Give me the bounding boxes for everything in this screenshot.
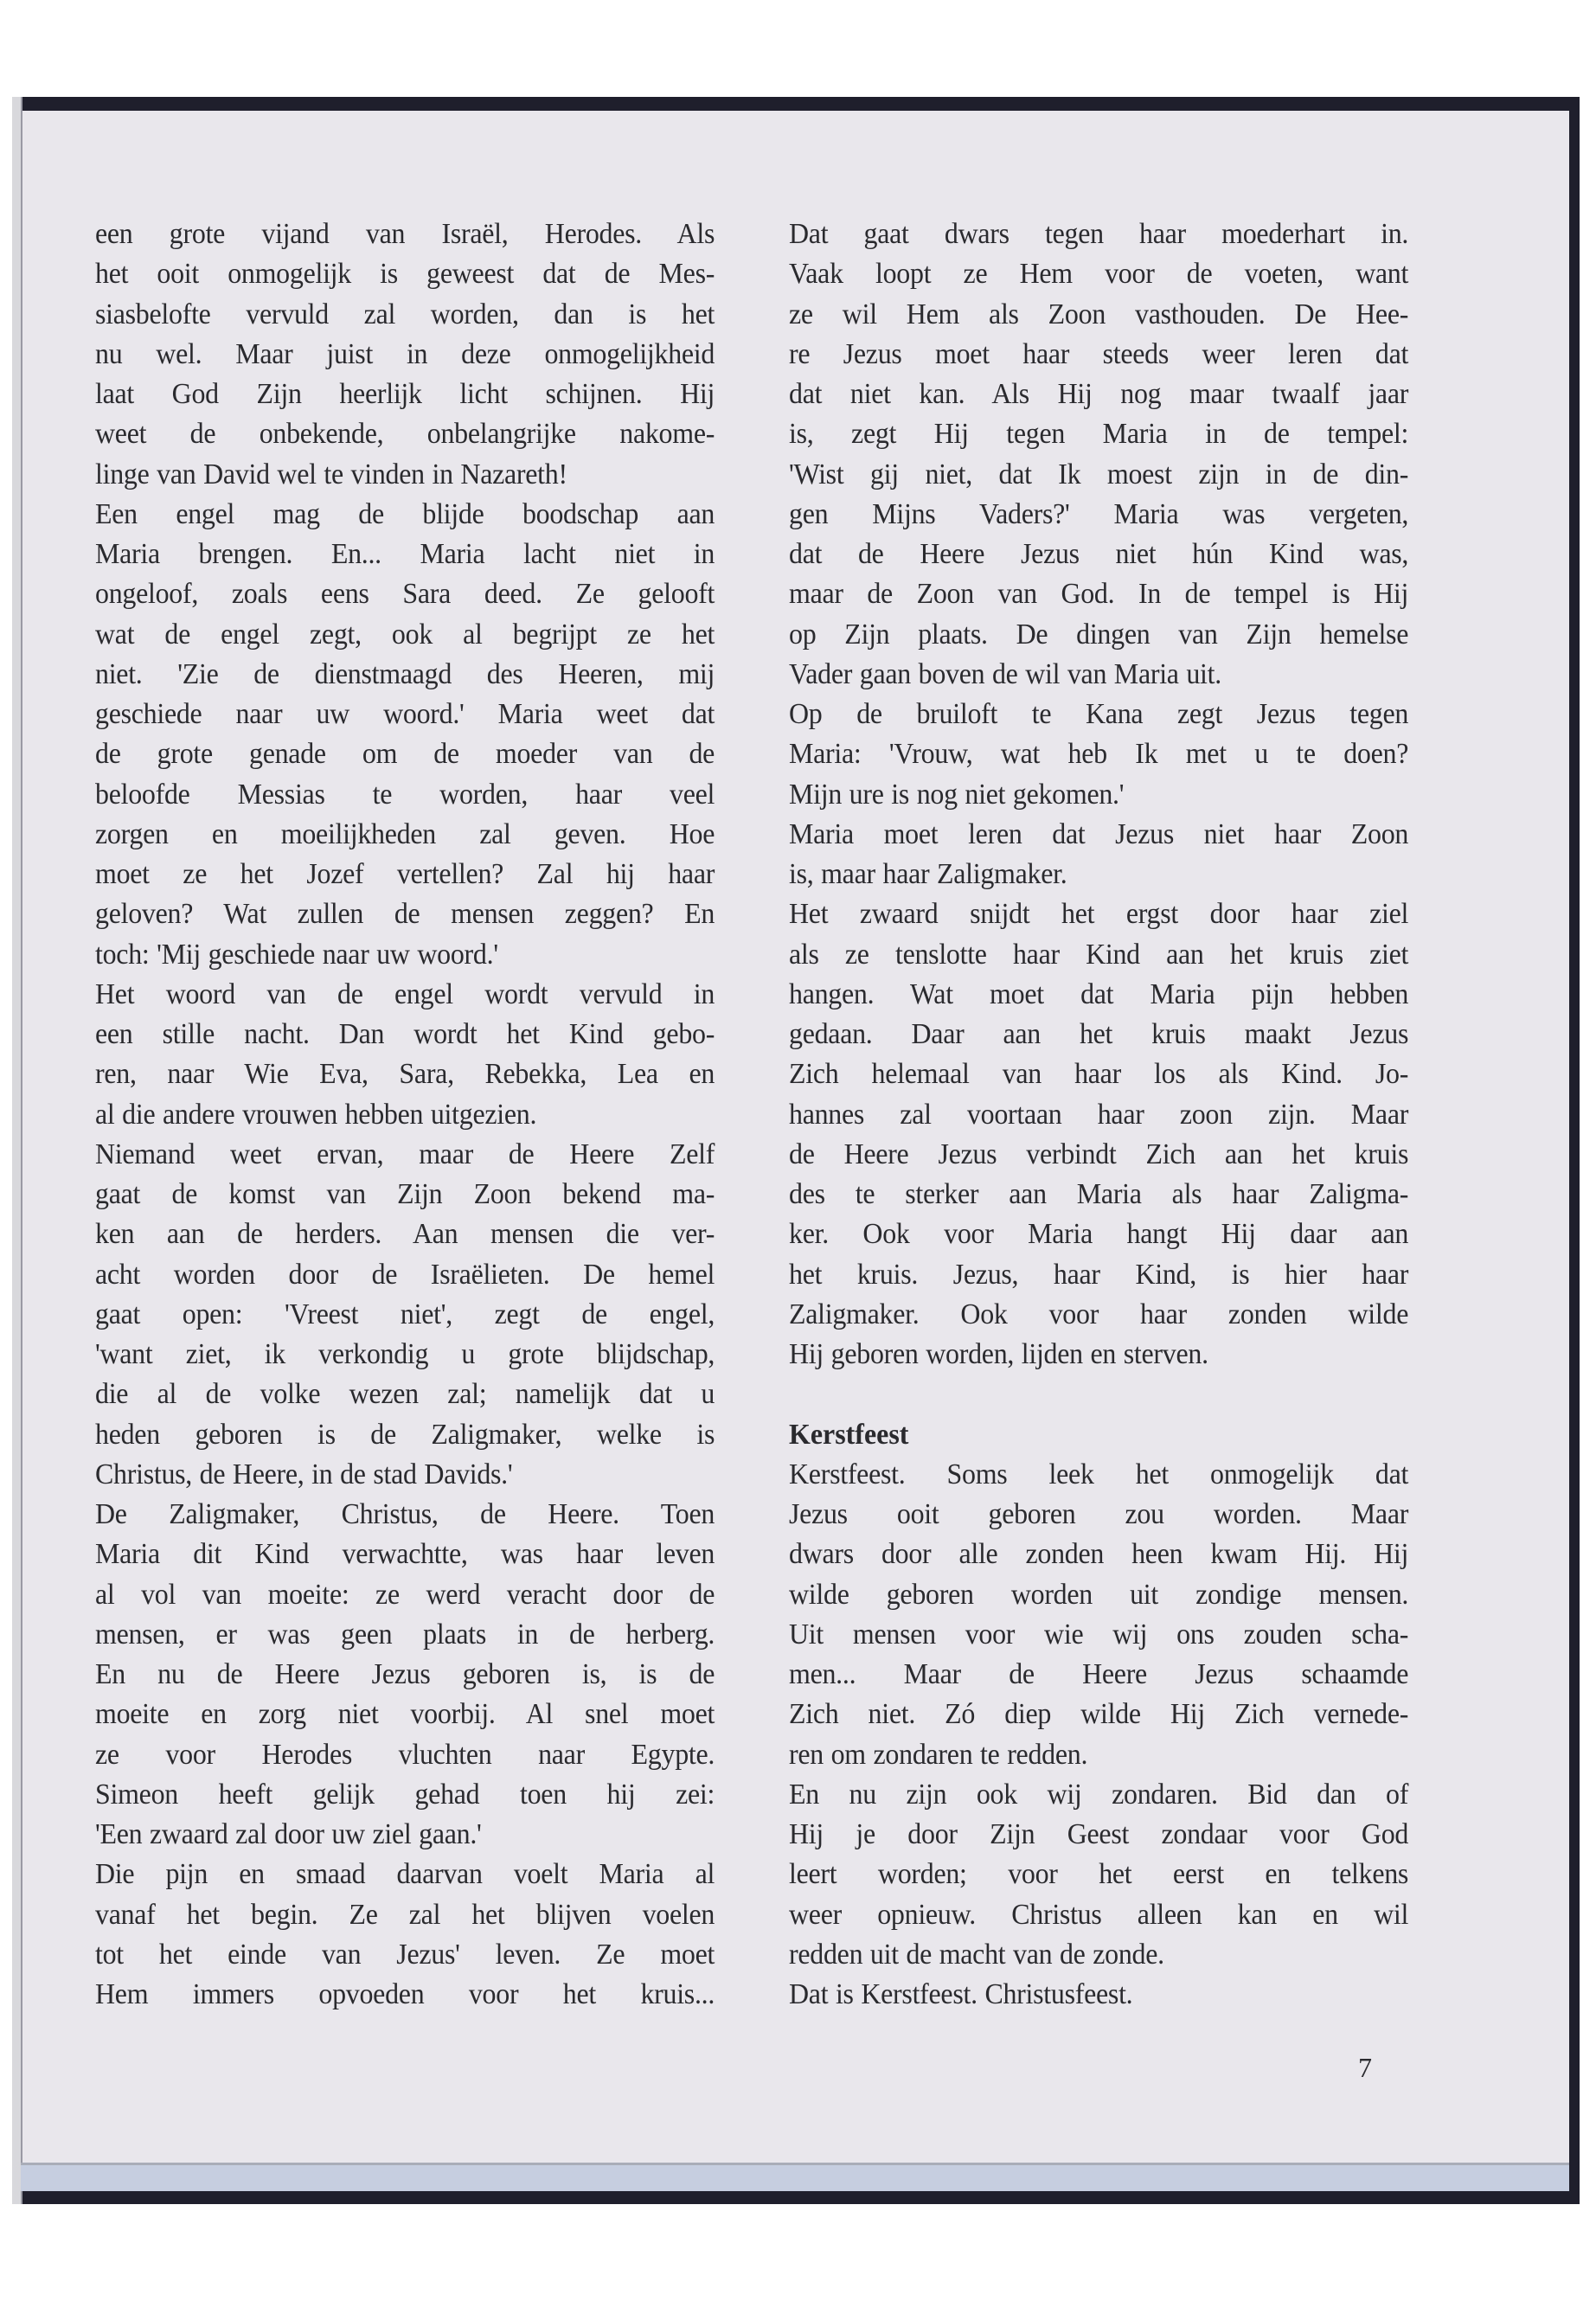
text-line: Dat gaat dwars tegen haar moederhart in. [789, 218, 1409, 250]
page-left-edge [12, 97, 22, 2204]
page-bottom-edge [21, 2163, 1569, 2191]
text-line: ze voor Herodes vluchten naar Egypte. [95, 1738, 715, 1771]
text-line: het kruis. Jezus, haar Kind, is hier haar [789, 1258, 1409, 1291]
text-line: Hij geboren worden, lijden en sterven. [789, 1338, 1208, 1370]
text-line: gedaan. Daar aan het kruis maakt Jezus [789, 1018, 1409, 1050]
text-line: wilde geboren worden uit zondige mensen. [789, 1578, 1409, 1611]
text-line: is, maar haar Zaligmaker. [789, 858, 1067, 890]
text-line: Zich niet. Zó diep wilde Hij Zich vernede- [789, 1698, 1409, 1731]
text-line: maar de Zoon van God. In de tempel is Hij [789, 578, 1409, 611]
text-line: een stille nacht. Dan wordt het Kind gebo- [95, 1018, 715, 1050]
text-line: geschiede naar uw woord.' Maria weet dat [95, 698, 715, 730]
text-line: 'Een zwaard zal door uw ziel gaan.' [95, 1818, 482, 1850]
text-line: gaat de komst van Zijn Zoon bekend ma- [95, 1178, 715, 1210]
paragraph [95, 215, 715, 495]
text-line: Jezus ooit geboren zou worden. Maar [789, 1498, 1409, 1530]
text-line: Die pijn en smaad daarvan voelt Maria al [95, 1858, 715, 1891]
paragraph [95, 975, 715, 1135]
paragraph [95, 1855, 715, 2015]
paragraph [789, 1775, 1408, 1975]
text-line: ze wil Hem als Zoon vasthouden. De Hee- [789, 298, 1409, 330]
paragraph [789, 215, 1408, 695]
text-line: niet. 'Zie de dienstmaagd des Heeren, mij [95, 657, 715, 690]
text-line: redden uit de macht van de zonde. [789, 1938, 1164, 1971]
text-line: Vader gaan boven de wil van Maria uit. [789, 657, 1221, 690]
text-line: hannes zal voortaan haar zoon zijn. Maar [789, 1098, 1409, 1131]
text-line: Dat is Kerstfeest. Christusfeest. [789, 1978, 1133, 2010]
text-line: ongeloof, zoals eens Sara deed. Ze gelooft [95, 578, 715, 611]
text-line: Maria brengen. En... Maria lacht niet in [95, 538, 715, 570]
text-line: ken aan de herders. Aan mensen die ver- [95, 1218, 715, 1251]
text-line: tot het einde van Jezus' leven. Ze moet [95, 1938, 715, 1971]
text-line: dat de Heere Jezus niet hún Kind was, [789, 538, 1409, 570]
text-line: vanaf het begin. Ze zal het blijven voelen [95, 1898, 715, 1931]
text-line: weet de onbekende, onbelangrijke nakome- [95, 418, 715, 451]
text-line: nu wel. Maar juist in deze onmogelijkheid [95, 337, 715, 370]
text-line: de Heere Jezus verbindt Zich aan het kruis [789, 1138, 1409, 1170]
text-line: Mijn ure is nog niet gekomen.' [789, 778, 1125, 811]
text-line: leert worden; voor het eerst en telkens [789, 1858, 1409, 1891]
text-line: al vol van moeite: ze werd veracht door de [95, 1578, 715, 1611]
text-line: die al de volke wezen zal; namelijk dat u [95, 1378, 715, 1411]
text-line: Maria: 'Vrouw, wat heb Ik met u te doen? [789, 738, 1409, 771]
section-heading-kerstfeest: Kerstfeest [789, 1418, 909, 1451]
paragraph [95, 495, 715, 975]
text-line: weer opnieuw. Christus alleen kan en wil [789, 1898, 1409, 1931]
text-line: Maria moet leren dat Jezus niet haar Zoon [789, 817, 1409, 850]
text-line: beloofde Messias te worden, haar veel [95, 778, 715, 811]
text-line: mensen, er was geen plaats in de herberg. [95, 1618, 715, 1650]
paragraph [789, 894, 1408, 1375]
text-line: geloven? Wat zullen de mensen zeggen? En [95, 898, 715, 931]
text-line: ren, naar Wie Eva, Sara, Rebekka, Lea en [95, 1058, 715, 1091]
text-line: Maria dit Kind verwachtte, was haar leven [95, 1538, 715, 1571]
text-line: Hij je door Zijn Geest zondaar voor God [789, 1818, 1409, 1850]
text-line: Het woord van de engel wordt vervuld in [95, 977, 715, 1010]
text-line: toch: 'Mij geschiede naar uw woord.' [95, 938, 498, 971]
text-line: het ooit onmogelijk is geweest dat de Mes- [95, 258, 715, 291]
text-line: siasbelofte vervuld zal worden, dan is het [95, 298, 715, 330]
text-line: 'want ziet, ik verkondig u grote blijdschap, [95, 1338, 715, 1370]
text-line: als ze tenslotte haar Kind aan het kruis ziet [789, 938, 1409, 971]
paragraph [789, 1455, 1408, 1775]
page-number: 7 [1358, 2052, 1372, 2083]
text-line: De Zaligmaker, Christus, de Heere. Toen [95, 1498, 715, 1530]
text-line: is, zegt Hij tegen Maria in de tempel: [789, 418, 1409, 451]
text-line: Zich helemaal van haar los als Kind. Jo- [789, 1058, 1409, 1091]
left-text-column [95, 215, 715, 2015]
text-line: moeite en zorg niet voorbij. Al snel moet [95, 1698, 715, 1731]
text-line: Kerstfeest. Soms leek het onmogelijk dat [789, 1458, 1409, 1490]
text-line: Een engel mag de blijde boodschap aan [95, 497, 715, 530]
text-line: men... Maar de Heere Jezus schaamde [789, 1658, 1409, 1690]
text-line: gen Mijns Vaders?' Maria was vergeten, [789, 497, 1409, 530]
text-line: des te sterker aan Maria als haar Zaligma- [789, 1178, 1409, 1210]
right-text-column [789, 215, 1408, 2015]
text-line: zorgen en moeilijkheden zal geven. Hoe [95, 817, 715, 850]
text-line: laat God Zijn heerlijk licht schijnen. Hij [95, 378, 715, 410]
text-line: Het zwaard snijdt het ergst door haar ziel [789, 898, 1409, 931]
text-line: al die andere vrouwen hebben uitgezien. [95, 1098, 537, 1131]
text-line: dwars door alle zonden heen kwam Hij. Hij [789, 1538, 1409, 1571]
text-line: wat de engel zegt, ook al begrijpt ze het [95, 618, 715, 651]
text-line: acht worden door de Israëlieten. De hemel [95, 1258, 715, 1291]
text-line: Hem immers opvoeden voor het kruis... [95, 1978, 715, 2010]
text-line: Christus, de Heere, in de stad Davids.' [95, 1458, 513, 1490]
text-line: Niemand weet ervan, maar de Heere Zelf [95, 1138, 715, 1170]
text-line: En nu de Heere Jezus geboren is, is de [95, 1658, 715, 1690]
text-line: de grote genade om de moeder van de [95, 738, 715, 771]
paragraph [789, 815, 1408, 895]
text-line: een grote vijand van Israël, Herodes. Als [95, 218, 715, 250]
text-line: Op de bruiloft te Kana zegt Jezus tegen [789, 698, 1409, 730]
paragraph [789, 695, 1408, 815]
text-line: En nu zijn ook wij zondaren. Bid dan of [789, 1778, 1409, 1811]
paragraph [95, 1495, 715, 1855]
text-line: Uit mensen voor wie wij ons zouden scha- [789, 1618, 1409, 1650]
text-line: gaat open: 'Vreest niet', zegt de engel, [95, 1298, 715, 1330]
text-line: op Zijn plaats. De dingen van Zijn hemelse [789, 618, 1409, 651]
text-line: Vaak loopt ze Hem voor de voeten, want [789, 258, 1409, 291]
text-line: dat niet kan. Als Hij nog maar twaalf jaar [789, 378, 1409, 410]
text-line: linge van David wel te vinden in Nazareth! [95, 458, 567, 490]
text-line: Zaligmaker. Ook voor haar zonden wilde [789, 1298, 1409, 1330]
paragraph [95, 1135, 715, 1495]
text-line: 'Wist gij niet, dat Ik moest zijn in de din- [789, 458, 1409, 490]
text-line: heden geboren is de Zaligmaker, welke is [95, 1418, 715, 1451]
text-line: re Jezus moet haar steeds weer leren dat [789, 337, 1409, 370]
text-line: Simeon heeft gelijk gehad toen hij zei: [95, 1778, 715, 1811]
text-line: ker. Ook voor Maria hangt Hij daar aan [789, 1218, 1409, 1251]
text-line: ren om zondaren te redden. [789, 1738, 1088, 1771]
paragraph [789, 1975, 1408, 2015]
text-line: moet ze het Jozef vertellen? Zal hij haar [95, 858, 715, 890]
text-line: hangen. Wat moet dat Maria pijn hebben [789, 977, 1409, 1010]
